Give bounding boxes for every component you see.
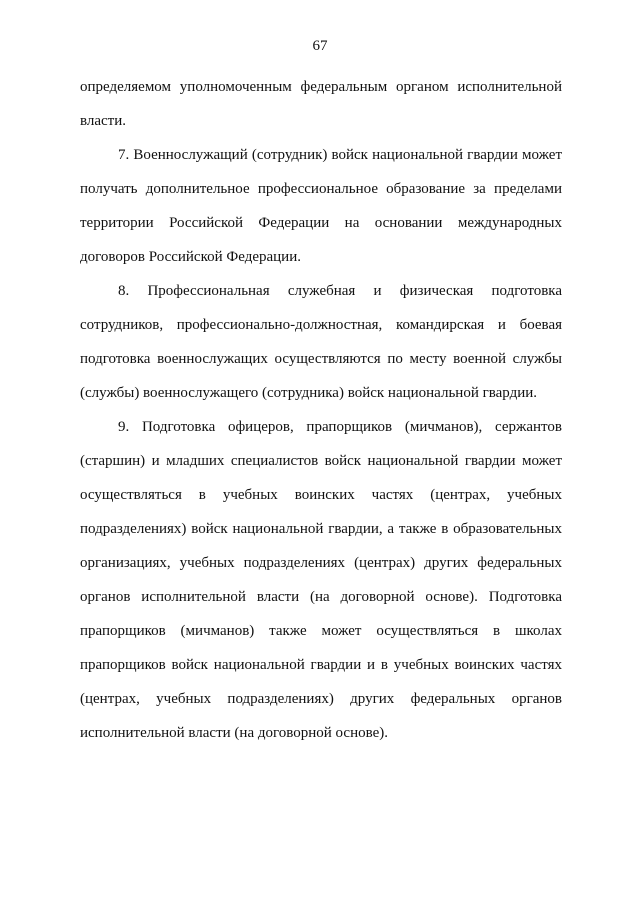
paragraph-continuation: определяемом уполномоченным федеральным органом исполнительной власти. (80, 79, 562, 129)
document-body (80, 70, 562, 750)
paragraph-8: 8. Профессиональная служебная и физическая подготовка сотрудников, профессионально-должностная, командирская и боевая подготовка военнослужащих осуществляются по месту военной службы (службы) военнослужащего (сотрудника) войск национальной гвардии. (80, 283, 562, 401)
paragraph-9: 9. Подготовка офицеров, прапорщиков (мичманов), сержантов (старшин) и младших специалистов войск национальной гвардии может осуществляться в учебных воинских частях (центрах, учебных подразделениях) войск национальной гвардии, а также в образовательных организациях, учебных подразделениях (центрах) других федеральных органов исполнительной власти (на договорной основе). Подготовка прапорщиков (мичманов) также может осуществляться в школах прапорщиков войск национальной гвардии и в учебных воинских частях (центрах, учебных подразделениях) других федеральных органов исполнительной власти (на договорной основе). (80, 419, 562, 741)
paragraph-7: 7. Военнослужащий (сотрудник) войск национальной гвардии может получать дополнительное профессиональное образование за пределами территории Российской Федерации на основании международных договоров Российской Федерации. (80, 147, 562, 265)
page-number: 67 (312, 38, 328, 54)
